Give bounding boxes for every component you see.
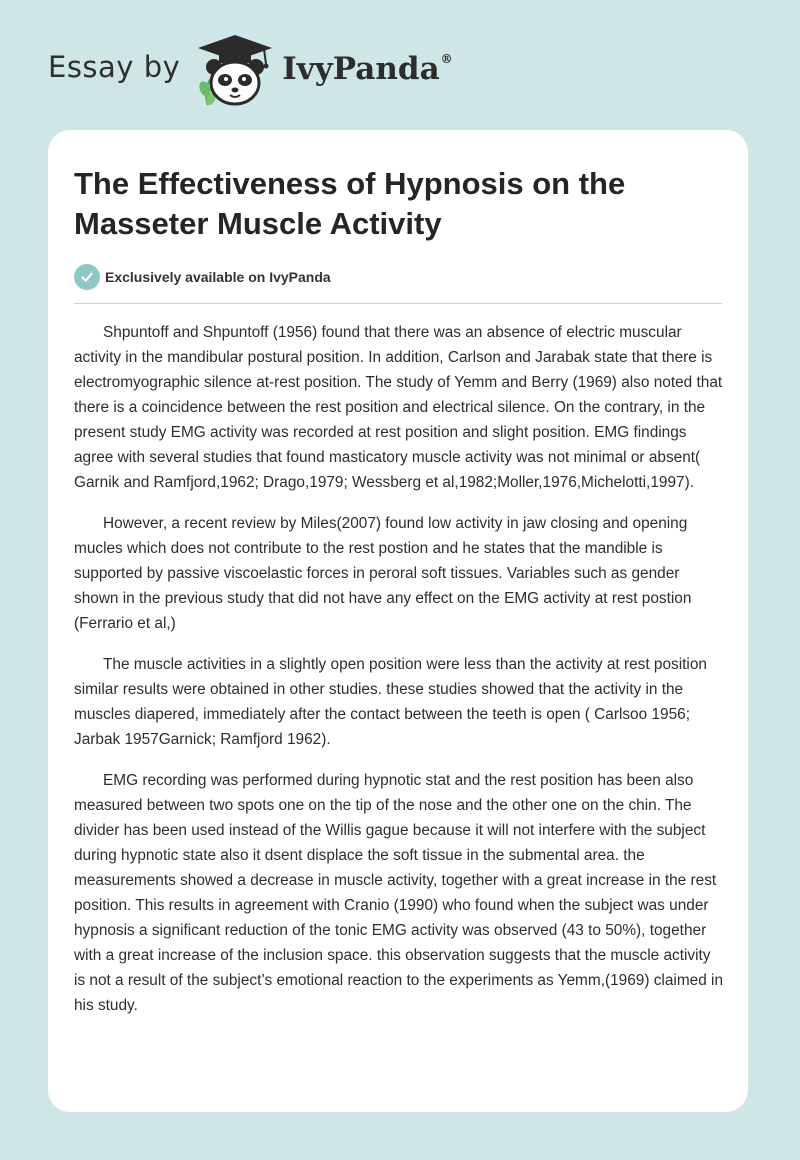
essay-by-label: Essay by: [48, 50, 181, 84]
essay-card: [48, 130, 748, 1112]
trademark-symbol: ®: [440, 52, 453, 66]
page-title: The Effectiveness of Hypnosis on the Masseter Muscle Activity: [74, 166, 626, 241]
paragraph: Shpuntoff and Shpuntoff (1956) found that there was an absence of electric muscular activity in the mandibular postural position. In addition, Carlson and Jarabak state that there is electromyographic silence at-rest position. The study of Yemm and Berry (1969) also noted that there is a coincidence between the rest position and electrical silence. On the contrary, in the present study EMG activity was recorded at rest position and slight position. EMG findings agree with several studies that found masticatory muscle activity was not minimal or absent( Garnik and Ramfjord,1962; Drago,1979; Wessberg et al,1982;Moller,1976,Michelotti,1997).: [74, 324, 723, 491]
essay-body: [74, 320, 724, 1034]
paragraph: However, a recent review by Miles(2007) found low activity in jaw closing and opening mucles which does not contribute to the rest postion and he states that the mandible is supported by passive viscoelastic forces in peroral soft tissues. Variables such as gender shown in the previous study that did not have any effect on the EMG activity at rest postion (Ferrario et al,): [74, 515, 692, 632]
exclusive-badge-label: Exclusively available on IvyPanda: [105, 269, 331, 285]
check-icon: [74, 264, 100, 290]
brand-name[interactable]: [282, 51, 452, 87]
paragraph: EMG recording was performed during hypnotic stat and the rest position has been also measured between two spots one on the tip of the nose and the other one on the chin. The divider has been used instead of the Willis gague because it will not interfere with the subject during hypnotic state also it dsent displace the soft tissue in the submental area. the measurements showed a decrease in muscle activity, together with a great increase in the rest position. This results in agreement with Cranio (1990) who found when the subject was under hypnosis a significant reduction of the tonic EMG activity was observed (43 to 50%), together with a great increase of the inclusion space. this observation suggests that the muscle activity is not a result of the subject’s emotional reaction to the experiments as Yemm,(1969) claimed in his study.: [74, 772, 724, 1014]
brand-label: IvyPanda: [282, 51, 440, 87]
panda-graduate-icon: [194, 31, 276, 109]
title-divider: [74, 303, 722, 304]
site-header: [48, 30, 453, 110]
exclusive-badge: [74, 264, 331, 290]
paragraph: The muscle activities in a slightly open position were less than the activity at rest position similar results were obtained in other studies. these studies showed that the activity in the muscles diapered, immediately after the contact between the teeth is open ( Carlsoo 1956; Jarbak 1957Garnick; Ramfjord 1962).: [74, 656, 707, 748]
